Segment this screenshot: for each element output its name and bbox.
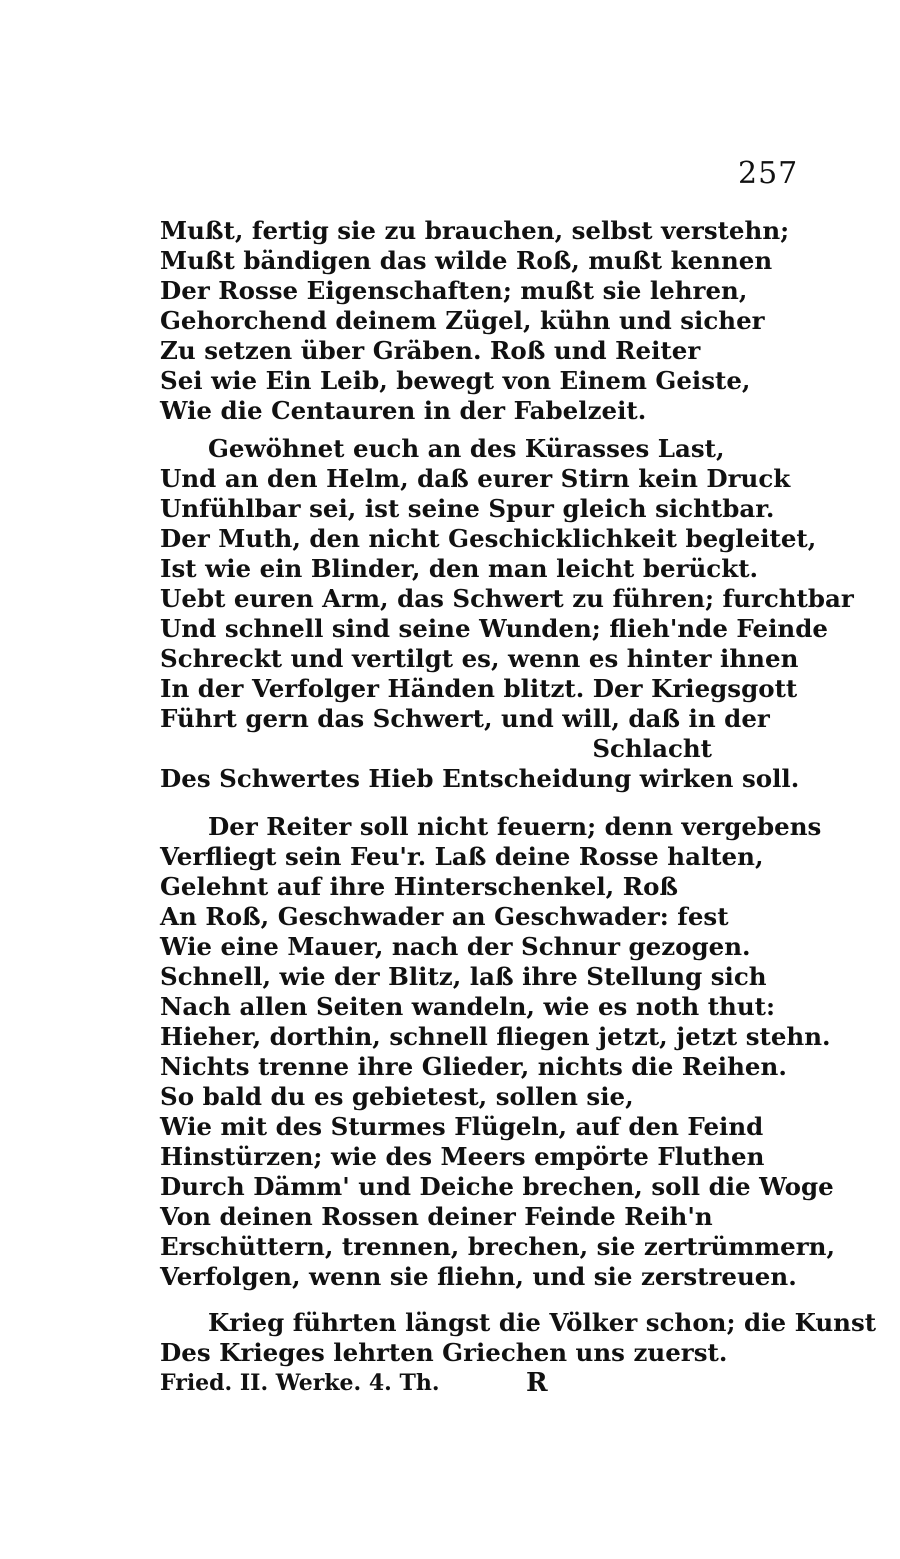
verse-line: Wie mit des Sturmes Flügeln, auf den Feind <box>160 1112 764 1141</box>
verse-line: Hinstürzen; wie des Meers empörte Fluthen <box>160 1142 765 1171</box>
verse-line: Gewöhnet euch an des Kürasses Last, <box>208 434 725 463</box>
verse-line: Führt gern das Schwert, und will, daß in der <box>160 704 770 733</box>
footer-volume-note: Fried. II. Werke. 4. Th. <box>160 1370 440 1396</box>
verse-line: Nach allen Seiten wandeln, wie es noth thut: <box>160 992 776 1021</box>
verse-line: Wie die Centauren in der Fabelzeit. <box>160 396 647 425</box>
verse-line: Krieg führten längst die Völker schon; die Kunst <box>208 1308 877 1337</box>
stanza-1 <box>160 216 790 426</box>
verse-line: In der Verfolger Händen blitzt. Der Kriegsgott <box>160 674 798 703</box>
stanza-3 <box>160 812 835 1292</box>
verse-line: Erschüttern, trennen, brechen, sie zertrümmern, <box>160 1232 835 1261</box>
stanza-2 <box>160 434 854 794</box>
verse-line: Zu setzen über Gräben. Roß und Reiter <box>160 336 701 365</box>
verse-line: Von deinen Rossen deiner Feinde Reih'n <box>160 1202 713 1231</box>
verse-line: Mußt, fertig sie zu brauchen, selbst verstehn; <box>160 216 790 245</box>
verse-line: Schreckt und vertilgt es, wenn es hinter ihnen <box>160 644 799 673</box>
verse-line: Durch Dämm' und Deiche brechen, soll die Woge <box>160 1172 834 1201</box>
printer-signature: R <box>526 1368 548 1398</box>
verse-line: Der Rosse Eigenschaften; mußt sie lehren, <box>160 276 748 305</box>
verse-line: Wie eine Mauer, nach der Schnur gezogen. <box>160 932 751 961</box>
verse-line-turnover: Schlacht <box>592 734 712 763</box>
verse-line: Des Schwertes Hieb Entscheidung wirken soll. <box>160 764 800 793</box>
verse-line: Und schnell sind seine Wunden; flieh'nde Feinde <box>160 614 828 643</box>
stanza-4 <box>160 1308 877 1368</box>
verse-line: Schnell, wie der Blitz, laß ihre Stellung sich <box>160 962 767 991</box>
page-footer <box>160 1370 760 1400</box>
verse-line: Nichts trenne ihre Glieder, nichts die Reihen. <box>160 1052 787 1081</box>
page-number: 257 <box>738 156 799 191</box>
verse-line: Der Reiter soll nicht feuern; denn vergebens <box>208 812 822 841</box>
verse-line: An Roß, Geschwader an Geschwader: fest <box>160 902 729 931</box>
verse-line: Sei wie Ein Leib, bewegt von Einem Geiste, <box>160 366 751 395</box>
verse-line: Verfliegt sein Feu'r. Laß deine Rosse halten, <box>160 842 764 871</box>
verse-line: So bald du es gebietest, sollen sie, <box>160 1082 634 1111</box>
verse-line: Verfolgen, wenn sie fliehn, und sie zerstreuen. <box>160 1262 797 1291</box>
verse-line: Gelehnt auf ihre Hinterschenkel, Roß <box>160 872 679 901</box>
verse-line: Der Muth, den nicht Geschicklichkeit begleitet, <box>160 524 817 553</box>
verse-line: Uebt euren Arm, das Schwert zu führen; furchtbar <box>160 584 854 613</box>
verse-line: Hieher, dorthin, schnell fliegen jetzt, jetzt stehn. <box>160 1022 831 1051</box>
verse-line: Des Krieges lehrten Griechen uns zuerst. <box>160 1338 728 1367</box>
verse-line: Mußt bändigen das wilde Roß, mußt kennen <box>160 246 773 275</box>
verse-line: Unfühlbar sei, ist seine Spur gleich sichtbar. <box>160 494 775 523</box>
verse-line: Gehorchend deinem Zügel, kühn und sicher <box>160 306 765 335</box>
verse-line: Und an den Helm, daß eurer Stirn kein Druck <box>160 464 791 493</box>
verse-line: Ist wie ein Blinder, den man leicht berückt. <box>160 554 759 583</box>
